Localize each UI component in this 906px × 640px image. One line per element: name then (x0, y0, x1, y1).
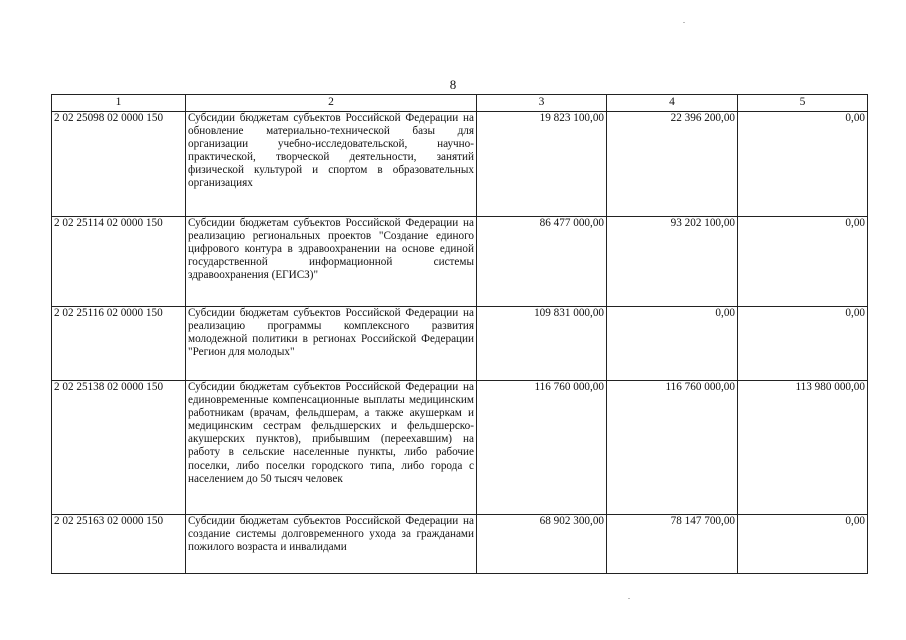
amount-cell-col4: 93 202 100,00 (607, 217, 738, 307)
amount-cell-col3: 68 902 300,00 (477, 515, 607, 574)
amount-cell-col3: 116 760 000,00 (477, 381, 607, 515)
budget-revenue-table (51, 94, 868, 574)
amount-cell-col4: 22 396 200,00 (607, 112, 738, 217)
column-header-5: 5 (738, 95, 868, 112)
amount-cell-col5: 0,00 (738, 217, 868, 307)
table-row (52, 112, 868, 217)
scan-speck (683, 22, 685, 23)
column-header-3: 3 (477, 95, 607, 112)
description-cell: Субсидии бюджетам субъектов Российской Федерации на единовременные компенсационные выплаты медицинским работникам (врачам, фельдшерам, а также акушеркам и медицинским сестрам фельдшерских и фельдшерско-акушерских пунктов), прибывшим (переехавшим) на работу в сельские населенные пункты, либо рабочие поселки, либо поселки городского типа, либо города с населением до 50 тысяч человек (186, 381, 477, 515)
amount-cell-col3: 19 823 100,00 (477, 112, 607, 217)
budget-code-cell: 2 02 25138 02 0000 150 (52, 381, 186, 515)
budget-code-cell: 2 02 25098 02 0000 150 (52, 112, 186, 217)
amount-cell-col3: 109 831 000,00 (477, 307, 607, 381)
column-header-1: 1 (52, 95, 186, 112)
amount-cell-col5: 113 980 000,00 (738, 381, 868, 515)
description-cell: Субсидии бюджетам субъектов Российской Федерации на обновление материально-технической базы для организации учебно-исследовательской, научно-практической, творческой деятельности, занятий физической культурой и спортом в образовательных организациях (186, 112, 477, 217)
table-row (52, 217, 868, 307)
amount-cell-col3: 86 477 000,00 (477, 217, 607, 307)
description-cell: Субсидии бюджетам субъектов Российской Федерации на создание системы долговременного ухода за гражданами пожилого возраста и инвалидами (186, 515, 477, 574)
table-row (52, 307, 868, 381)
budget-code-cell: 2 02 25116 02 0000 150 (52, 307, 186, 381)
description-cell: Субсидии бюджетам субъектов Российской Федерации на реализацию программы комплексного развития молодежной политики в регионах Российской Федерации "Регион для молодых" (186, 307, 477, 381)
amount-cell-col5: 0,00 (738, 307, 868, 381)
column-header-4: 4 (607, 95, 738, 112)
amount-cell-col4: 116 760 000,00 (607, 381, 738, 515)
column-number-header-row (52, 95, 868, 112)
amount-cell-col5: 0,00 (738, 515, 868, 574)
scan-speck (628, 598, 630, 599)
amount-cell-col4: 0,00 (607, 307, 738, 381)
table-row (52, 381, 868, 515)
table-row (52, 515, 868, 574)
budget-code-cell: 2 02 25163 02 0000 150 (52, 515, 186, 574)
page-number: 8 (449, 77, 457, 92)
budget-code-cell: 2 02 25114 02 0000 150 (52, 217, 186, 307)
amount-cell-col5: 0,00 (738, 112, 868, 217)
description-cell: Субсидии бюджетам субъектов Российской Федерации на реализацию региональных проектов "Создание единого цифрового контура в здравоохранении на основе единой государственной информационной системы здравоохранения (ЕГИСЗ)" (186, 217, 477, 307)
column-header-2: 2 (186, 95, 477, 112)
amount-cell-col4: 78 147 700,00 (607, 515, 738, 574)
